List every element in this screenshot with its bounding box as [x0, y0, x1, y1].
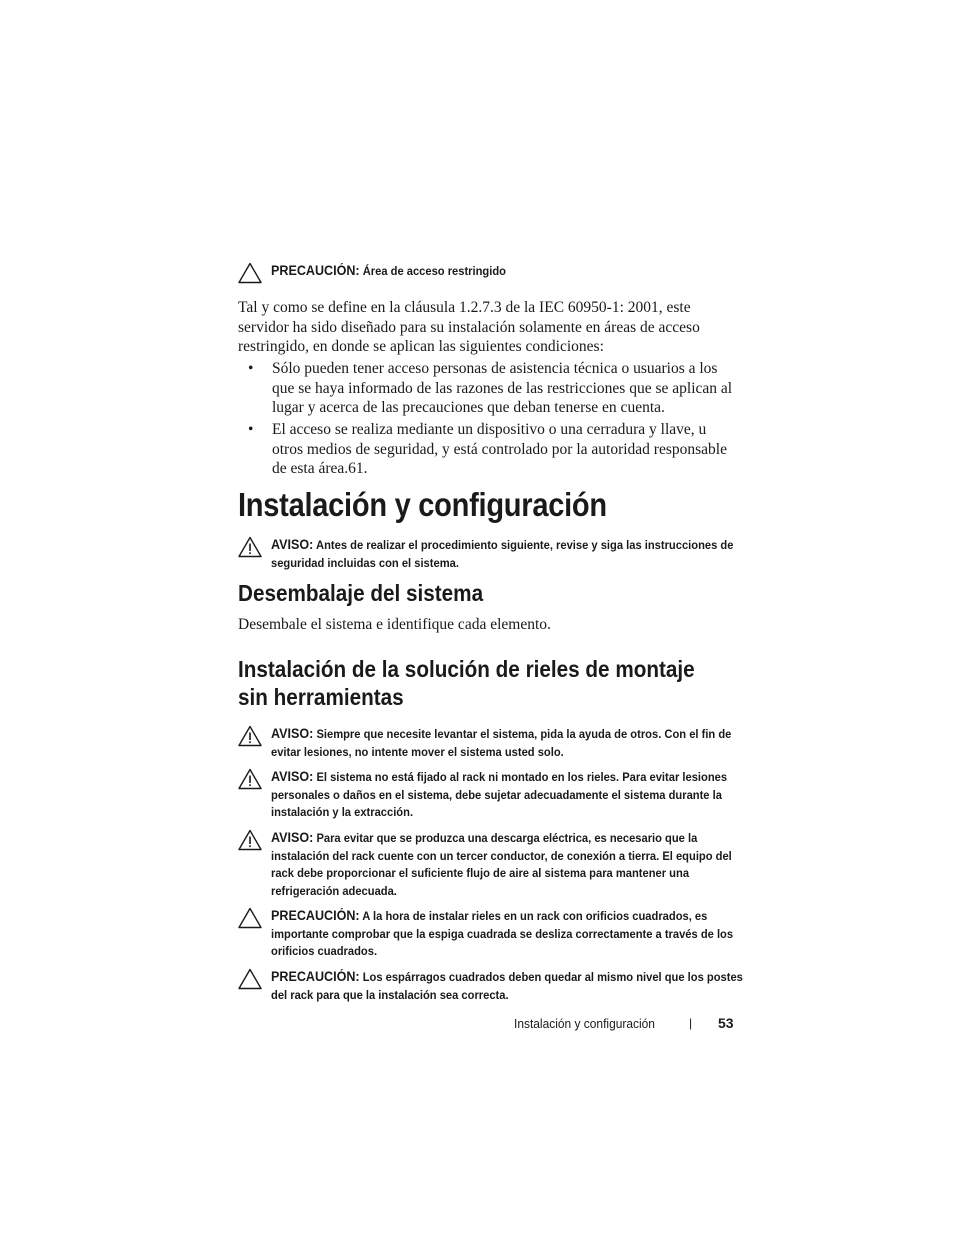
caution-label: PRECAUCIÓN:	[271, 263, 360, 278]
warning-triangle-icon	[238, 725, 262, 747]
caution-square-holes	[238, 907, 738, 961]
bullet-icon: •	[248, 360, 254, 377]
warning-label: AVISO:	[271, 769, 314, 784]
intro-paragraph: Tal y como se define en la cláusula 1.2.7.3 de la IEC 60950-1: 2001, este servidor ha sido diseñado para su instalación solamente en áreas de acceso restringido, en donde se aplican las siguientes condiciones:	[238, 299, 700, 355]
caution-label: PRECAUCIÓN:	[271, 908, 360, 923]
warning-triangle-icon	[238, 829, 262, 851]
section-heading-unpack: Desembalaje del sistema	[238, 580, 484, 606]
list-item: • El acceso se realiza mediante un dispositivo o una cerradura y llave, u otros medios de seguridad, y está controlado por la autoridad responsable de esta área.61.	[248, 421, 727, 477]
caution-text: A la hora de instalar rieles en un rack con orificios cuadrados, es importante comprobar que la espiga cuadrada se desliza correctamente a través de los orificios cuadrados.	[271, 909, 734, 958]
warning-electric-shock	[238, 829, 738, 900]
warning-label: AVISO:	[271, 726, 314, 741]
caution-triangle-icon	[238, 968, 262, 990]
unpack-paragraph: Desembale el sistema e identifique cada elemento.	[238, 616, 551, 633]
caution-text: Área de acceso restringido	[362, 264, 506, 278]
footer-separator: |	[689, 1016, 693, 1030]
caution-label: PRECAUCIÓN:	[271, 969, 360, 984]
warning-not-fixed	[238, 768, 738, 822]
bullet-icon: •	[248, 421, 254, 438]
warning-triangle-icon	[238, 536, 262, 558]
warning-text: Antes de realizar el procedimiento siguiente, revise y siga las instrucciones de seguridad incluidas con el sistema.	[271, 538, 734, 570]
page-title: Instalación y configuración	[238, 486, 607, 523]
warning-lift-system	[238, 725, 738, 761]
caution-triangle-icon	[238, 262, 262, 284]
warning-label: AVISO:	[271, 537, 314, 552]
warning-text: Siempre que necesite levantar el sistema, pida la ayuda de otros. Con el fin de evitar lesiones, no intente mover el sistema usted solo.	[271, 727, 732, 759]
caution-restricted-access	[238, 262, 738, 281]
caution-square-studs	[238, 968, 743, 1004]
section-heading-rails: Instalación de la solución de rieles de montaje sin herramientas	[238, 656, 695, 710]
warning-triangle-icon	[238, 768, 262, 790]
warning-text: El sistema no está fijado al rack ni montado en los rieles. Para evitar lesiones personales o daños en el sistema, debe sujetar adecuadamente el sistema durante la instalación y la extracción.	[271, 770, 728, 819]
caution-text: Los espárragos cuadrados deben quedar al mismo nivel que los postes del rack para que la instalación sea correcta.	[271, 970, 743, 1002]
warning-text: Para evitar que se produzca una descarga eléctrica, es necesario que la instalación del rack cuente con un tercer conductor, de conexión a tierra. El equipo del rack debe proporcionar el suficiente flujo de aire al sistema para mantener una refrigeración adecuada.	[271, 831, 732, 898]
warning-label: AVISO:	[271, 830, 314, 845]
list-item: • Sólo pueden tener acceso personas de asistencia técnica o usuarios a los que se haya informado de las razones de las restricciones que se aplican al lugar y acerca de las precauciones que deban tenerse en cuenta.	[248, 360, 733, 416]
footer-section-title: Instalación y configuración	[514, 1016, 655, 1031]
page-number: 53	[718, 1015, 734, 1031]
caution-triangle-icon	[238, 907, 262, 929]
warning-safety-instructions	[238, 536, 738, 572]
